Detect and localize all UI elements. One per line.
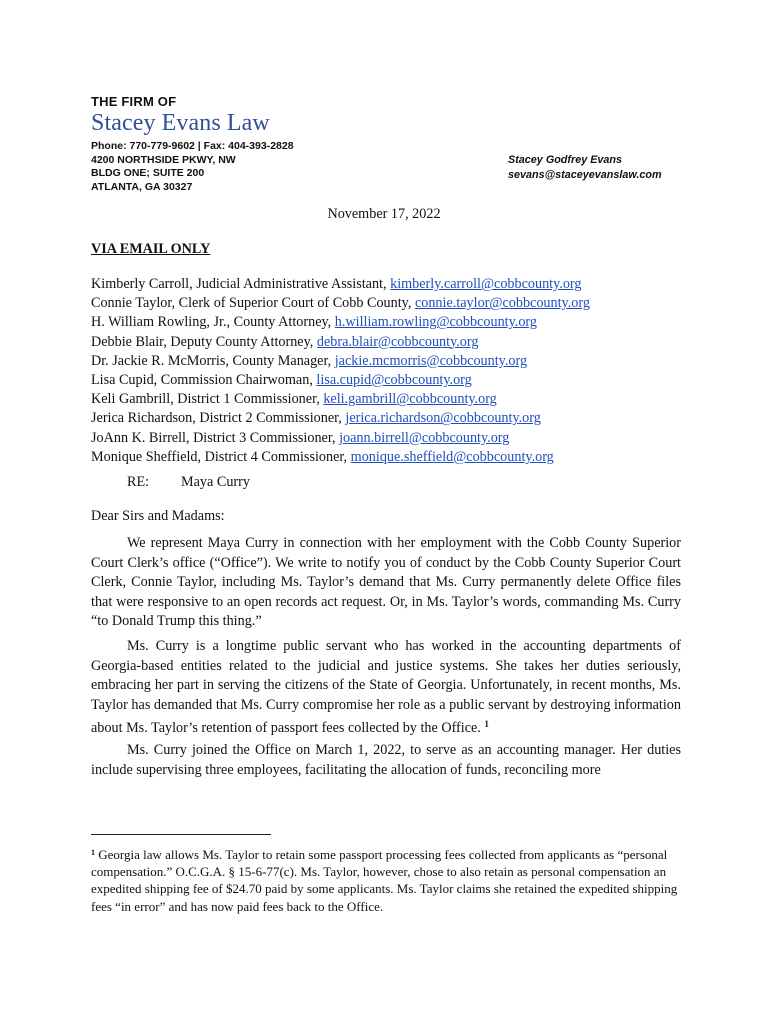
attorney-block bbox=[508, 153, 662, 182]
firm-name: Stacey Evans Law bbox=[91, 110, 270, 136]
recipient-email-link[interactable]: jerica.richardson@cobbcounty.org bbox=[345, 410, 541, 427]
letter-date: November 17, 2022 bbox=[327, 206, 441, 222]
subject-label: RE: bbox=[127, 474, 150, 490]
body-paragraph-3: Ms. Curry joined the Office on March 1, 2022, to serve as an accounting manager. Her duties include supervising three employees, facilitating the allocation of funds, reconciling more bbox=[91, 742, 681, 778]
recipient-line bbox=[91, 294, 590, 313]
footnote bbox=[91, 844, 683, 915]
recipient-line bbox=[91, 352, 590, 371]
firm-address-line-3: ATLANTA, GA 30327 bbox=[91, 180, 193, 193]
attorney-email: sevans@staceyevanslaw.com bbox=[508, 168, 662, 181]
recipient-name-title: H. William Rowling, Jr., County Attorney, bbox=[91, 314, 335, 331]
recipient-email-link[interactable]: kimberly.carroll@cobbcounty.org bbox=[390, 276, 582, 292]
recipient-email-link[interactable]: debra.blair@cobbcounty.org bbox=[316, 333, 479, 350]
recipient-name-title: Kimberly Carroll, Judicial Administrative Assistant, bbox=[91, 276, 391, 292]
recipient-line bbox=[91, 313, 590, 332]
recipient-name-title: Connie Taylor, Clerk of Superior Court of Cobb County, bbox=[91, 295, 415, 312]
footnote-number: 1 bbox=[91, 848, 95, 857]
recipient-name-title: Keli Gambrill, District 1 Commissioner, bbox=[91, 391, 324, 408]
recipient-email-link[interactable]: h.william.rowling@cobbcounty.org bbox=[334, 314, 537, 331]
subject-value: Maya Curry bbox=[181, 474, 250, 490]
recipient-line bbox=[91, 333, 590, 352]
firm-contact-block bbox=[91, 140, 294, 194]
recipient-line bbox=[91, 390, 590, 409]
firm-address-line-1: 4200 NORTHSIDE PKWY, NW bbox=[91, 153, 236, 166]
recipient-email-link[interactable]: keli.gambrill@cobbcounty.org bbox=[323, 391, 497, 408]
recipient-line bbox=[91, 409, 590, 428]
recipient-line bbox=[91, 371, 590, 390]
recipient-email-link[interactable]: joann.birrell@cobbcounty.org bbox=[339, 429, 510, 446]
recipient-name-title: JoAnn K. Birrell, District 3 Commissioner, bbox=[91, 429, 340, 446]
body-paragraph-1: We represent Maya Curry in connection with her employment with the Cobb County Superior Court Clerk’s office (“Office”). We write to notify you of conduct by the Cobb County Superior Court Clerk, Connie Taylor, including Ms. Taylor’s demand that Ms. Curry permanently delete Office files that were responsive to an open records act request. Or, in Ms. Taylor’s words, commanding Ms. Curry “to Donald Trump this thing.” bbox=[91, 535, 681, 630]
firm-of-label: THE FIRM OF bbox=[91, 94, 177, 109]
firm-phone-fax: Phone: 770-779-9602 | Fax: 404-393-2828 bbox=[91, 140, 294, 152]
subject-line bbox=[127, 474, 250, 491]
footnote-reference[interactable]: 1 bbox=[484, 719, 489, 730]
recipient-email-link[interactable]: jackie.mcmorris@cobbcounty.org bbox=[334, 352, 528, 369]
recipient-name-title: Lisa Cupid, Commission Chairwoman, bbox=[91, 372, 317, 389]
recipient-name-title: Debbie Blair, Deputy County Attorney, bbox=[91, 333, 317, 350]
recipient-email-link[interactable]: connie.taylor@cobbcounty.org bbox=[414, 295, 590, 312]
recipient-name-title: Monique Sheffield, District 4 Commissioner, bbox=[91, 448, 351, 465]
firm-address-line-2: BLDG ONE; SUITE 200 bbox=[91, 167, 205, 179]
recipient-line bbox=[91, 429, 590, 448]
recipient-line bbox=[91, 275, 590, 294]
body-paragraph-2 bbox=[91, 637, 681, 739]
salutation: Dear Sirs and Madams: bbox=[91, 508, 225, 524]
recipient-name-title: Dr. Jackie R. McMorris, County Manager, bbox=[91, 352, 335, 369]
recipient-name-title: Jerica Richardson, District 2 Commissioner, bbox=[91, 410, 346, 427]
recipient-line bbox=[91, 448, 590, 467]
footnote-divider bbox=[91, 834, 271, 835]
attorney-name: Stacey Godfrey Evans bbox=[508, 154, 623, 166]
delivery-method: VIA EMAIL ONLY bbox=[91, 241, 211, 257]
recipient-email-link[interactable]: lisa.cupid@cobbcounty.org bbox=[316, 372, 472, 389]
recipient-email-link[interactable]: monique.sheffield@cobbcounty.org bbox=[350, 448, 554, 465]
recipient-list bbox=[91, 275, 590, 467]
footnote-text: Georgia law allows Ms. Taylor to retain some passport processing fees collected from applicants as “personal compensation.” O.C.G.A. § 15-6-77(c). Ms. Taylor, however, chose to also retain as personal compensation an expedited shipping fee of $24.70 paid by some applicants. Ms. Taylor claims she retained the expedited shipping fees “in error” and has now paid fees back to the Office. bbox=[91, 847, 678, 914]
paragraph-2-text: Ms. Curry is a longtime public servant who has worked in the accounting departments of Georgia-based entities related to the judicial and justice systems. She takes her duties seriously, embracing her part in serving the citizens of the State of Georgia. Unfortunately, in recent months, Ms. Taylor has demanded that Ms. Curry compromise her role as a public servant by destroying information about Ms. Taylor’s retention of passport fees collected by the Office. bbox=[91, 638, 681, 737]
